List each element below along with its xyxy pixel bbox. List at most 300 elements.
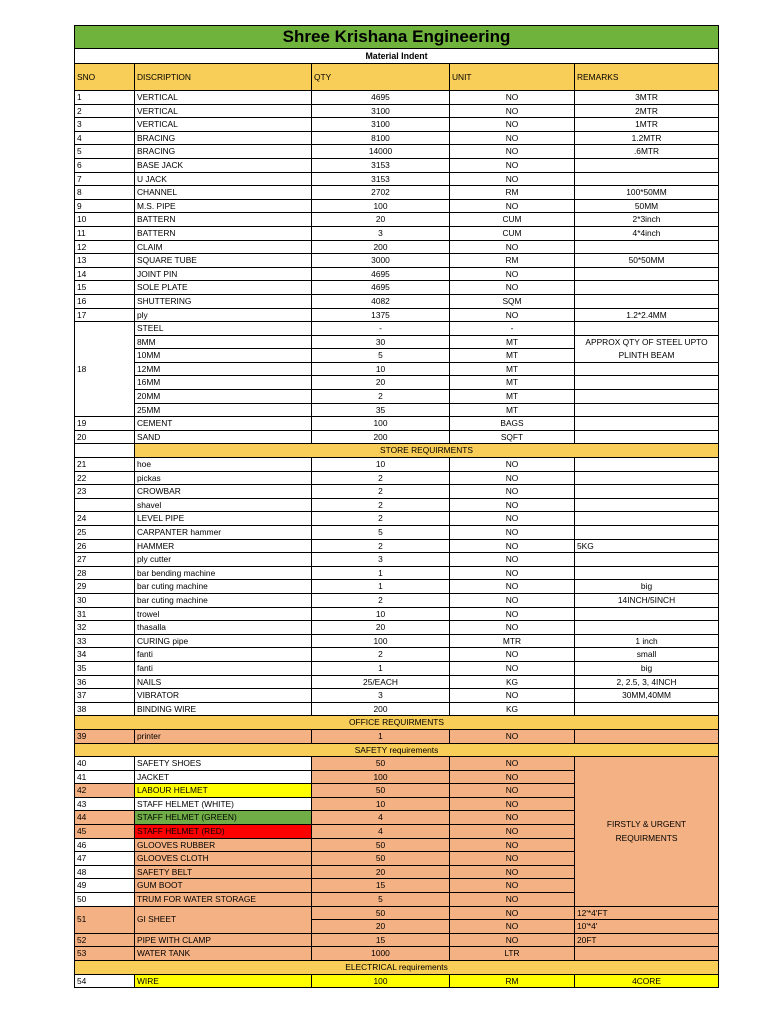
sno-cell[interactable]: 22 xyxy=(75,471,135,485)
qty-cell[interactable]: 15 xyxy=(312,933,450,947)
description-cell[interactable]: BATTERN xyxy=(135,226,312,240)
remarks-cell[interactable] xyxy=(575,485,719,499)
qty-cell[interactable]: 50 xyxy=(312,906,450,920)
unit-cell[interactable]: MT xyxy=(450,362,575,376)
unit-cell[interactable]: MT xyxy=(450,390,575,404)
office-section-label[interactable]: OFFICE REQUIRMENTS xyxy=(75,716,719,730)
qty-cell[interactable]: 20 xyxy=(312,621,450,635)
remarks-cell[interactable]: 1.2*2.4MM xyxy=(575,308,719,322)
unit-cell[interactable]: NO xyxy=(450,920,575,934)
sno-cell[interactable]: 32 xyxy=(75,621,135,635)
unit-cell[interactable]: NO xyxy=(450,607,575,621)
remarks-cell[interactable] xyxy=(575,607,719,621)
unit-cell[interactable]: NO xyxy=(450,91,575,105)
sno-cell[interactable]: 16 xyxy=(75,294,135,308)
qty-cell[interactable]: 1 xyxy=(312,729,450,743)
sno-cell[interactable]: 17 xyxy=(75,308,135,322)
unit-cell[interactable]: MT xyxy=(450,349,575,363)
qty-cell[interactable]: 1375 xyxy=(312,308,450,322)
remarks-cell[interactable] xyxy=(575,512,719,526)
sno-cell[interactable]: 4 xyxy=(75,131,135,145)
description-cell[interactable]: fanti xyxy=(135,648,312,662)
qty-cell[interactable]: 3 xyxy=(312,689,450,703)
remarks-cell[interactable] xyxy=(575,498,719,512)
unit-cell[interactable]: NO xyxy=(450,471,575,485)
remarks-cell[interactable] xyxy=(575,362,719,376)
unit-cell[interactable]: MT xyxy=(450,335,575,349)
remarks-cell[interactable]: 5KG xyxy=(575,539,719,553)
qty-cell[interactable]: 100 xyxy=(312,770,450,784)
unit-cell[interactable]: NO xyxy=(450,145,575,159)
description-cell[interactable]: CURING pipe xyxy=(135,634,312,648)
qty-cell[interactable]: 10 xyxy=(312,458,450,472)
unit-cell[interactable]: NO xyxy=(450,879,575,893)
sno-cell[interactable]: 40 xyxy=(75,757,135,771)
remarks-cell[interactable] xyxy=(575,471,719,485)
unit-cell[interactable]: CUM xyxy=(450,226,575,240)
sno-cell[interactable]: 38 xyxy=(75,702,135,716)
description-cell[interactable]: PIPE WITH CLAMP xyxy=(135,933,312,947)
qty-cell[interactable]: 4 xyxy=(312,825,450,839)
qty-cell[interactable]: 1000 xyxy=(312,947,450,961)
qty-cell[interactable]: 200 xyxy=(312,702,450,716)
steel-remarks-cell[interactable]: APPROX QTY OF STEEL UPTO PLINTH BEAM xyxy=(575,335,719,362)
unit-cell[interactable]: NO xyxy=(450,158,575,172)
sno-cell[interactable]: 34 xyxy=(75,648,135,662)
qty-cell[interactable]: 50 xyxy=(312,757,450,771)
qty-cell[interactable]: 4 xyxy=(312,811,450,825)
remarks-cell[interactable] xyxy=(575,281,719,295)
unit-cell[interactable]: KG xyxy=(450,702,575,716)
qty-cell[interactable]: 100 xyxy=(312,634,450,648)
qty-cell[interactable]: 20 xyxy=(312,865,450,879)
sno-cell[interactable]: 52 xyxy=(75,933,135,947)
sno-cell[interactable]: 12 xyxy=(75,240,135,254)
description-cell[interactable]: VERTICAL xyxy=(135,118,312,132)
sno-cell[interactable]: 15 xyxy=(75,281,135,295)
description-cell[interactable]: SHUTTERING xyxy=(135,294,312,308)
sno-cell[interactable]: 49 xyxy=(75,879,135,893)
remarks-cell[interactable] xyxy=(575,947,719,961)
remarks-cell[interactable]: 50MM xyxy=(575,199,719,213)
unit-cell[interactable]: KG xyxy=(450,675,575,689)
description-cell[interactable]: HAMMER xyxy=(135,539,312,553)
sno-cell[interactable]: 2 xyxy=(75,104,135,118)
qty-cell[interactable]: 3100 xyxy=(312,118,450,132)
description-cell[interactable]: SAFETY BELT xyxy=(135,865,312,879)
unit-cell[interactable]: NO xyxy=(450,580,575,594)
sno-cell[interactable]: 25 xyxy=(75,526,135,540)
description-cell[interactable]: 16MM xyxy=(135,376,312,390)
qty-cell[interactable]: 3 xyxy=(312,226,450,240)
description-cell[interactable]: TRUM FOR WATER STORAGE xyxy=(135,893,312,907)
unit-cell[interactable]: NO xyxy=(450,770,575,784)
qty-cell[interactable]: 1 xyxy=(312,661,450,675)
remarks-cell[interactable]: 30MM,40MM xyxy=(575,689,719,703)
description-cell[interactable]: VIBRATOR xyxy=(135,689,312,703)
remarks-cell[interactable] xyxy=(575,702,719,716)
unit-cell[interactable]: SQM xyxy=(450,294,575,308)
unit-cell[interactable]: NO xyxy=(450,512,575,526)
qty-cell[interactable]: 8100 xyxy=(312,131,450,145)
remarks-cell[interactable] xyxy=(575,430,719,444)
header-qty[interactable]: QTY xyxy=(312,64,450,91)
description-cell[interactable]: SAFETY SHOES xyxy=(135,757,312,771)
qty-cell[interactable]: 3 xyxy=(312,553,450,567)
description-cell[interactable]: bar cuting machine xyxy=(135,593,312,607)
description-cell[interactable]: 20MM xyxy=(135,390,312,404)
description-cell[interactable]: STAFF HELMET (RED) xyxy=(135,825,312,839)
unit-cell[interactable]: NO xyxy=(450,933,575,947)
remarks-cell[interactable] xyxy=(575,376,719,390)
unit-cell[interactable]: SQFT xyxy=(450,430,575,444)
unit-cell[interactable]: NO xyxy=(450,281,575,295)
qty-cell[interactable]: 20 xyxy=(312,376,450,390)
description-cell[interactable]: trowel xyxy=(135,607,312,621)
qty-cell[interactable]: 2 xyxy=(312,471,450,485)
sno-cell[interactable]: 46 xyxy=(75,838,135,852)
description-cell[interactable]: WATER TANK xyxy=(135,947,312,961)
sno-cell[interactable]: 20 xyxy=(75,430,135,444)
qty-cell[interactable]: 2 xyxy=(312,390,450,404)
qty-cell[interactable]: 10 xyxy=(312,607,450,621)
safety-remarks-cell[interactable]: FIRSTLY & URGENT REQUIRMENTS xyxy=(575,757,719,907)
qty-cell[interactable]: 3153 xyxy=(312,172,450,186)
unit-cell[interactable]: BAGS xyxy=(450,417,575,431)
unit-cell[interactable]: NO xyxy=(450,485,575,499)
remarks-cell[interactable]: 1 inch xyxy=(575,634,719,648)
remarks-cell[interactable]: 20FT xyxy=(575,933,719,947)
header-unit[interactable]: UNIT xyxy=(450,64,575,91)
header-sno[interactable]: SNO xyxy=(75,64,135,91)
description-cell[interactable]: M.S. PIPE xyxy=(135,199,312,213)
sno-cell[interactable]: 45 xyxy=(75,825,135,839)
remarks-cell[interactable]: .6MTR xyxy=(575,145,719,159)
description-cell[interactable]: WIRE xyxy=(135,974,312,988)
remarks-cell[interactable]: 50*50MM xyxy=(575,254,719,268)
sno-cell[interactable]: 14 xyxy=(75,267,135,281)
sno-cell[interactable]: 9 xyxy=(75,199,135,213)
remarks-cell[interactable]: big xyxy=(575,580,719,594)
description-cell[interactable]: SAND xyxy=(135,430,312,444)
sno-cell[interactable]: 33 xyxy=(75,634,135,648)
description-cell[interactable]: bar cuting machine xyxy=(135,580,312,594)
qty-cell[interactable]: 10 xyxy=(312,362,450,376)
sno-cell[interactable]: 43 xyxy=(75,797,135,811)
sno-cell[interactable]: 53 xyxy=(75,947,135,961)
qty-cell[interactable]: 200 xyxy=(312,240,450,254)
sno-cell[interactable]: 1 xyxy=(75,91,135,105)
unit-cell[interactable]: NO xyxy=(450,729,575,743)
description-cell[interactable]: BRACING xyxy=(135,145,312,159)
description-cell[interactable]: BASE JACK xyxy=(135,158,312,172)
description-cell[interactable]: BATTERN xyxy=(135,213,312,227)
description-cell[interactable]: GLOOVES CLOTH xyxy=(135,852,312,866)
unit-cell[interactable]: NO xyxy=(450,661,575,675)
unit-cell[interactable]: NO xyxy=(450,104,575,118)
qty-cell[interactable]: 2 xyxy=(312,498,450,512)
sno-cell[interactable]: 50 xyxy=(75,893,135,907)
description-cell[interactable]: fanti xyxy=(135,661,312,675)
description-cell[interactable]: BRACING xyxy=(135,131,312,145)
unit-cell[interactable]: NO xyxy=(450,593,575,607)
description-cell[interactable]: ply xyxy=(135,308,312,322)
qty-cell[interactable]: 10 xyxy=(312,797,450,811)
remarks-cell[interactable] xyxy=(575,158,719,172)
qty-cell[interactable]: - xyxy=(312,322,450,336)
description-cell[interactable]: CARPANTER hammer xyxy=(135,526,312,540)
qty-cell[interactable]: 15 xyxy=(312,879,450,893)
qty-cell[interactable]: 5 xyxy=(312,893,450,907)
unit-cell[interactable]: NO xyxy=(450,172,575,186)
company-title[interactable]: Shree Krishana Engineering xyxy=(75,26,719,49)
sno-cell[interactable]: 48 xyxy=(75,865,135,879)
unit-cell[interactable]: NO xyxy=(450,784,575,798)
description-cell[interactable]: STEEL xyxy=(135,322,312,336)
unit-cell[interactable]: NO xyxy=(450,553,575,567)
sno-cell[interactable]: 54 xyxy=(75,974,135,988)
remarks-cell[interactable]: 1MTR xyxy=(575,118,719,132)
sno-cell[interactable]: 6 xyxy=(75,158,135,172)
remarks-cell[interactable] xyxy=(575,322,719,336)
remarks-cell[interactable] xyxy=(575,729,719,743)
remarks-cell[interactable]: 12'*4'FT xyxy=(575,906,719,920)
unit-cell[interactable]: NO xyxy=(450,757,575,771)
header-remarks[interactable]: REMARKS xyxy=(575,64,719,91)
qty-cell[interactable]: 100 xyxy=(312,199,450,213)
description-cell[interactable]: 12MM xyxy=(135,362,312,376)
qty-cell[interactable]: 2 xyxy=(312,539,450,553)
unit-cell[interactable]: NO xyxy=(450,689,575,703)
unit-cell[interactable]: RM xyxy=(450,186,575,200)
qty-cell[interactable]: 4695 xyxy=(312,267,450,281)
sno-cell[interactable]: 11 xyxy=(75,226,135,240)
remarks-cell[interactable] xyxy=(575,526,719,540)
qty-cell[interactable]: 35 xyxy=(312,403,450,417)
qty-cell[interactable]: 3153 xyxy=(312,158,450,172)
remarks-cell[interactable]: 10'*4' xyxy=(575,920,719,934)
description-cell[interactable]: GLOOVES RUBBER xyxy=(135,838,312,852)
unit-cell[interactable]: MT xyxy=(450,403,575,417)
qty-cell[interactable]: 4695 xyxy=(312,91,450,105)
sno-cell[interactable]: 19 xyxy=(75,417,135,431)
sno-cell[interactable]: 8 xyxy=(75,186,135,200)
remarks-cell[interactable]: big xyxy=(575,661,719,675)
sheet-subtitle[interactable]: Material Indent xyxy=(75,49,719,64)
remarks-cell[interactable]: 100*50MM xyxy=(575,186,719,200)
description-cell[interactable]: 8MM xyxy=(135,335,312,349)
qty-cell[interactable]: 20 xyxy=(312,920,450,934)
qty-cell[interactable]: 25/EACH xyxy=(312,675,450,689)
description-cell[interactable]: 10MM xyxy=(135,349,312,363)
remarks-cell[interactable]: 4CORE xyxy=(575,974,719,988)
unit-cell[interactable]: NO xyxy=(450,648,575,662)
electrical-section-label[interactable]: ELECTRICAL requirements xyxy=(75,961,719,975)
qty-cell[interactable]: 5 xyxy=(312,349,450,363)
sno-cell[interactable]: 26 xyxy=(75,539,135,553)
unit-cell[interactable]: MTR xyxy=(450,634,575,648)
sno-cell[interactable] xyxy=(75,498,135,512)
description-cell[interactable]: LEVEL PIPE xyxy=(135,512,312,526)
description-cell[interactable]: CHANNEL xyxy=(135,186,312,200)
store-section-label[interactable]: STORE REQUIRMENTS xyxy=(135,444,719,458)
qty-cell[interactable]: 4082 xyxy=(312,294,450,308)
remarks-cell[interactable]: 3MTR xyxy=(575,91,719,105)
description-cell[interactable]: GUM BOOT xyxy=(135,879,312,893)
description-cell[interactable]: BINDING WIRE xyxy=(135,702,312,716)
unit-cell[interactable]: RM xyxy=(450,254,575,268)
qty-cell[interactable]: 100 xyxy=(312,417,450,431)
remarks-cell[interactable]: 1.2MTR xyxy=(575,131,719,145)
description-cell[interactable]: GI SHEET xyxy=(135,906,312,933)
unit-cell[interactable]: NO xyxy=(450,526,575,540)
unit-cell[interactable]: NO xyxy=(450,131,575,145)
unit-cell[interactable]: NO xyxy=(450,539,575,553)
sno-cell[interactable]: 21 xyxy=(75,458,135,472)
remarks-cell[interactable] xyxy=(575,621,719,635)
sno-cell[interactable]: 42 xyxy=(75,784,135,798)
sno-cell[interactable]: 37 xyxy=(75,689,135,703)
unit-cell[interactable]: NO xyxy=(450,566,575,580)
qty-cell[interactable]: 50 xyxy=(312,852,450,866)
unit-cell[interactable]: NO xyxy=(450,852,575,866)
remarks-cell[interactable] xyxy=(575,294,719,308)
unit-cell[interactable]: NO xyxy=(450,118,575,132)
description-cell[interactable]: CLAIM xyxy=(135,240,312,254)
description-cell[interactable]: shavel xyxy=(135,498,312,512)
qty-cell[interactable]: 30 xyxy=(312,335,450,349)
sno-cell[interactable]: 39 xyxy=(75,729,135,743)
qty-cell[interactable]: 2702 xyxy=(312,186,450,200)
unit-cell[interactable]: CUM xyxy=(450,213,575,227)
qty-cell[interactable]: 14000 xyxy=(312,145,450,159)
unit-cell[interactable]: NO xyxy=(450,621,575,635)
header-description[interactable]: DISCRIPTION xyxy=(135,64,312,91)
sno-cell[interactable]: 30 xyxy=(75,593,135,607)
qty-cell[interactable]: 3100 xyxy=(312,104,450,118)
unit-cell[interactable]: NO xyxy=(450,838,575,852)
unit-cell[interactable]: NO xyxy=(450,267,575,281)
sno-cell[interactable]: 5 xyxy=(75,145,135,159)
description-cell[interactable]: ply cutter xyxy=(135,553,312,567)
sno-cell[interactable]: 44 xyxy=(75,811,135,825)
unit-cell[interactable]: NO xyxy=(450,498,575,512)
remarks-cell[interactable] xyxy=(575,417,719,431)
qty-cell[interactable]: 50 xyxy=(312,784,450,798)
remarks-cell[interactable]: 2, 2.5, 3, 4INCH xyxy=(575,675,719,689)
unit-cell[interactable]: - xyxy=(450,322,575,336)
remarks-cell[interactable]: 14INCH/5INCH xyxy=(575,593,719,607)
sno-cell[interactable]: 7 xyxy=(75,172,135,186)
sno-cell[interactable]: 36 xyxy=(75,675,135,689)
qty-cell[interactable]: 2 xyxy=(312,512,450,526)
qty-cell[interactable]: 2 xyxy=(312,485,450,499)
remarks-cell[interactable] xyxy=(575,267,719,281)
description-cell[interactable]: VERTICAL xyxy=(135,104,312,118)
remarks-cell[interactable] xyxy=(575,458,719,472)
unit-cell[interactable]: NO xyxy=(450,199,575,213)
unit-cell[interactable]: NO xyxy=(450,458,575,472)
unit-cell[interactable]: NO xyxy=(450,893,575,907)
qty-cell[interactable]: 5 xyxy=(312,526,450,540)
sno-cell[interactable]: 23 xyxy=(75,485,135,499)
sno-cell[interactable]: 31 xyxy=(75,607,135,621)
sno-cell[interactable]: 28 xyxy=(75,566,135,580)
unit-cell[interactable]: NO xyxy=(450,308,575,322)
remarks-cell[interactable] xyxy=(575,403,719,417)
description-cell[interactable]: JACKET xyxy=(135,770,312,784)
qty-cell[interactable]: 20 xyxy=(312,213,450,227)
sno-cell[interactable]: 51 xyxy=(75,906,135,933)
description-cell[interactable]: hoe xyxy=(135,458,312,472)
safety-section-label[interactable]: SAFETY requirements xyxy=(75,743,719,757)
description-cell[interactable]: LABOUR HELMET xyxy=(135,784,312,798)
sno-cell[interactable]: 18 xyxy=(75,322,135,417)
qty-cell[interactable]: 2 xyxy=(312,593,450,607)
description-cell[interactable]: STAFF HELMET (GREEN) xyxy=(135,811,312,825)
description-cell[interactable]: 25MM xyxy=(135,403,312,417)
description-cell[interactable]: printer xyxy=(135,729,312,743)
remarks-cell[interactable] xyxy=(575,553,719,567)
sno-cell[interactable]: 13 xyxy=(75,254,135,268)
description-cell[interactable]: VERTICAL xyxy=(135,91,312,105)
qty-cell[interactable]: 100 xyxy=(312,974,450,988)
unit-cell[interactable]: NO xyxy=(450,797,575,811)
unit-cell[interactable]: NO xyxy=(450,240,575,254)
sno-cell[interactable]: 24 xyxy=(75,512,135,526)
sno-cell[interactable]: 27 xyxy=(75,553,135,567)
unit-cell[interactable]: NO xyxy=(450,906,575,920)
qty-cell[interactable]: 200 xyxy=(312,430,450,444)
qty-cell[interactable]: 1 xyxy=(312,580,450,594)
remarks-cell[interactable] xyxy=(575,566,719,580)
remarks-cell[interactable]: 2*3inch xyxy=(575,213,719,227)
qty-cell[interactable]: 3000 xyxy=(312,254,450,268)
unit-cell[interactable]: NO xyxy=(450,811,575,825)
sno-cell[interactable]: 3 xyxy=(75,118,135,132)
remarks-cell[interactable]: 2MTR xyxy=(575,104,719,118)
unit-cell[interactable]: LTR xyxy=(450,947,575,961)
remarks-cell[interactable]: 4*4inch xyxy=(575,226,719,240)
description-cell[interactable]: JOINT PIN xyxy=(135,267,312,281)
description-cell[interactable]: SOLE PLATE xyxy=(135,281,312,295)
description-cell[interactable]: bar bending machine xyxy=(135,566,312,580)
description-cell[interactable]: SQUARE TUBE xyxy=(135,254,312,268)
unit-cell[interactable]: RM xyxy=(450,974,575,988)
qty-cell[interactable]: 50 xyxy=(312,838,450,852)
description-cell[interactable]: STAFF HELMET (WHITE) xyxy=(135,797,312,811)
remarks-cell[interactable] xyxy=(575,390,719,404)
remarks-cell[interactable]: small xyxy=(575,648,719,662)
description-cell[interactable]: pickas xyxy=(135,471,312,485)
sno-cell[interactable]: 35 xyxy=(75,661,135,675)
qty-cell[interactable]: 1 xyxy=(312,566,450,580)
sno-cell[interactable]: 10 xyxy=(75,213,135,227)
remarks-cell[interactable] xyxy=(575,172,719,186)
description-cell[interactable]: thasalla xyxy=(135,621,312,635)
sno-cell[interactable]: 41 xyxy=(75,770,135,784)
sno-cell[interactable]: 29 xyxy=(75,580,135,594)
description-cell[interactable]: U JACK xyxy=(135,172,312,186)
sno-cell[interactable]: 47 xyxy=(75,852,135,866)
description-cell[interactable]: CROWBAR xyxy=(135,485,312,499)
qty-cell[interactable]: 2 xyxy=(312,648,450,662)
qty-cell[interactable]: 4695 xyxy=(312,281,450,295)
remarks-cell[interactable] xyxy=(575,240,719,254)
unit-cell[interactable]: MT xyxy=(450,376,575,390)
unit-cell[interactable]: NO xyxy=(450,825,575,839)
description-cell[interactable]: NAILS xyxy=(135,675,312,689)
